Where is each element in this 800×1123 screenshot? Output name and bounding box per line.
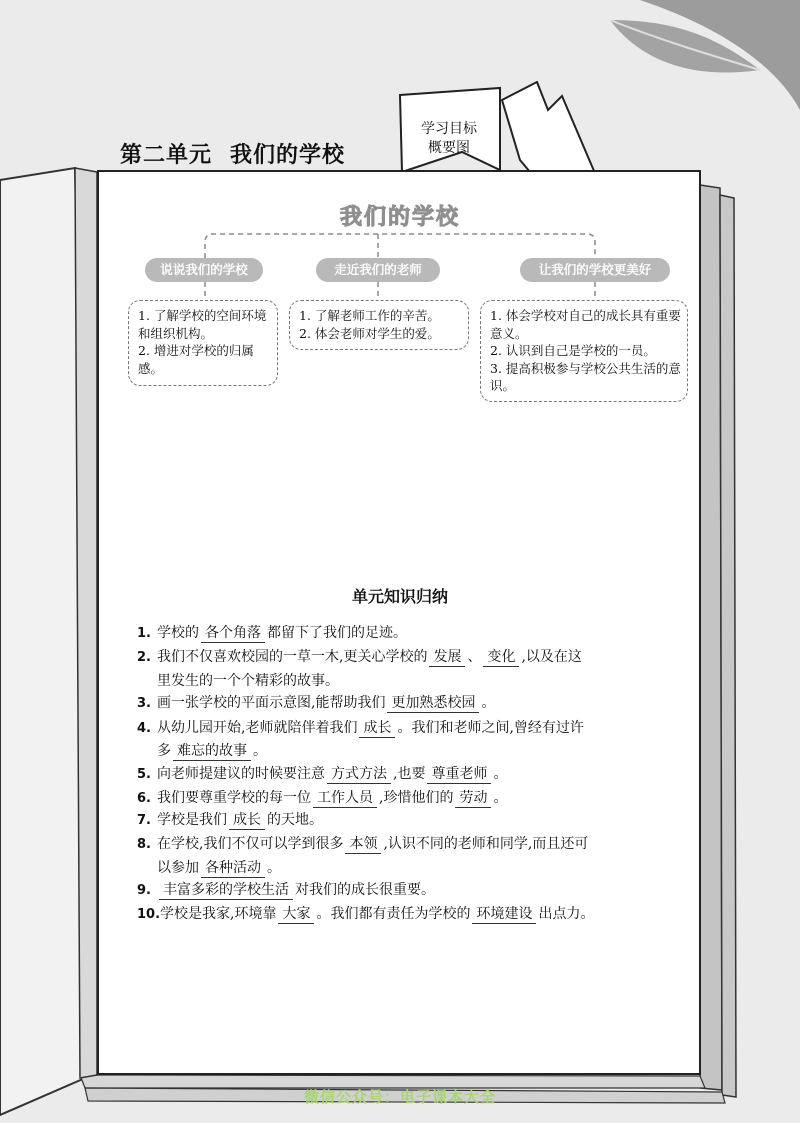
line-text: 以参加 xyxy=(157,860,199,876)
summary-line xyxy=(137,858,677,878)
category-box-1 xyxy=(128,300,278,386)
summary-line xyxy=(137,810,677,831)
box-item: 2. 体会老师对学生的爱。 xyxy=(299,325,440,341)
line-text: 画一张学校的平面示意图,能帮助我们 xyxy=(157,695,386,711)
answer-blank: 劳动 xyxy=(455,790,491,808)
answer-blank: 成长 xyxy=(229,812,265,830)
line-number: 4. xyxy=(137,721,151,736)
line-text: 我们不仅喜欢校园的一草一木,更关心学校的 xyxy=(157,649,428,665)
line-text: 对我们的成长很重要。 xyxy=(295,882,435,898)
answer-blank: 丰富多彩的学校生活 xyxy=(159,882,293,900)
line-number: 6. xyxy=(137,791,151,806)
summary-line xyxy=(137,880,677,901)
category-box-2 xyxy=(289,300,469,350)
answer-blank: 大家 xyxy=(278,906,314,924)
bookmark-line-1: 学习目标 xyxy=(421,121,477,137)
summary-line xyxy=(137,741,677,761)
line-text: ,认识不同的老师和同学,而且还可 xyxy=(383,836,589,852)
box-item: 1. 了解学校的空间环境和组织机构。 xyxy=(138,308,267,341)
line-text: 学校的 xyxy=(157,625,199,641)
line-text: 。 xyxy=(481,695,496,711)
answer-blank: 变化 xyxy=(483,649,519,667)
box-item: 1. 体会学校对自己的成长具有重要意义。 xyxy=(490,308,681,341)
line-text: 。 xyxy=(267,860,281,876)
line-text: ,珍惜他们的 xyxy=(379,790,454,806)
line-number: 3. xyxy=(137,696,151,711)
summary-title: 单元知识归纳 xyxy=(351,587,448,606)
category-pill-1: 说说我们的学校 xyxy=(145,258,263,282)
answer-blank: 方式方法 xyxy=(327,766,391,784)
line-text: 的天地。 xyxy=(267,812,323,828)
line-text: 出点力。 xyxy=(538,906,595,922)
bookmark-line-2: 概要图 xyxy=(428,140,470,156)
footer-watermark: 微信公众号：电子课本大全 xyxy=(303,1088,496,1106)
summary-line xyxy=(137,718,677,739)
line-text: 。 xyxy=(493,790,508,806)
line-text: 从幼儿园开始,老师就陪伴着我们 xyxy=(157,720,358,736)
answer-blank: 环境建设 xyxy=(472,906,536,924)
answer-blank: 各种活动 xyxy=(201,860,265,878)
line-text: 在学校,我们不仅可以学到很多 xyxy=(157,836,344,852)
line-text: 多 xyxy=(157,743,171,759)
line-text: 向老师提建议的时候要注意 xyxy=(157,766,325,782)
summary-line xyxy=(137,788,677,809)
line-number: 10. xyxy=(137,907,161,922)
line-text: 学校是我们 xyxy=(157,812,227,828)
line-text: 我们要尊重学校的每一位 xyxy=(157,790,311,806)
category-box-3 xyxy=(480,300,688,402)
summary-line xyxy=(137,647,677,668)
line-number: 8. xyxy=(137,837,151,852)
summary-line xyxy=(137,834,677,855)
line-text: ,也要 xyxy=(393,766,426,782)
summary-line xyxy=(137,671,677,691)
line-text: 。 xyxy=(253,743,267,759)
unit-name: 我们的学校 xyxy=(230,142,346,168)
answer-blank: 难忘的故事 xyxy=(173,743,251,761)
line-text: 。我们和老师之间,曾经有过许 xyxy=(397,720,584,736)
box-item: 2. 认识到自己是学校的一员。 xyxy=(490,343,656,358)
concept-map-title: 我们的学校 xyxy=(339,205,460,230)
answer-blank: 成长 xyxy=(359,720,395,738)
line-text: 都留下了我们的足迹。 xyxy=(267,625,407,641)
line-text: 学校是我家,环境靠 xyxy=(160,906,277,922)
line-text: 。 xyxy=(493,766,508,782)
answer-blank: 各个角落 xyxy=(201,625,265,643)
line-text: ,以及在这 xyxy=(521,649,582,665)
box-item: 3. 提高积极参与学校公共生活的意识。 xyxy=(490,360,681,393)
summary-line xyxy=(137,764,677,785)
line-number: 5. xyxy=(137,767,151,782)
answer-blank: 尊重老师 xyxy=(427,766,491,784)
line-number: 2. xyxy=(137,650,151,665)
answer-blank: 工作人员 xyxy=(313,790,377,808)
unit-label: 第二单元 xyxy=(120,142,213,168)
line-text: 、 xyxy=(467,649,482,665)
summary-line xyxy=(137,623,677,644)
line-text: 里发生的一个个精彩的故事。 xyxy=(157,673,339,689)
category-pill-3: 让我们的学校更美好 xyxy=(520,258,670,282)
answer-blank: 更加熟悉校园 xyxy=(387,695,479,713)
category-pill-2: 走近我们的老师 xyxy=(316,258,440,282)
summary-line xyxy=(137,904,677,925)
line-number: 1. xyxy=(137,626,151,641)
box-item: 1. 了解老师工作的辛苦。 xyxy=(299,308,440,323)
line-number: 7. xyxy=(137,813,151,828)
box-item: 2. 增进对学校的归属感。 xyxy=(138,343,254,376)
answer-blank: 本领 xyxy=(345,836,381,854)
answer-blank: 发展 xyxy=(429,649,465,667)
summary-line xyxy=(137,693,677,714)
line-number: 9. xyxy=(137,883,151,898)
line-text: 。我们都有责任为学校的 xyxy=(316,906,471,922)
